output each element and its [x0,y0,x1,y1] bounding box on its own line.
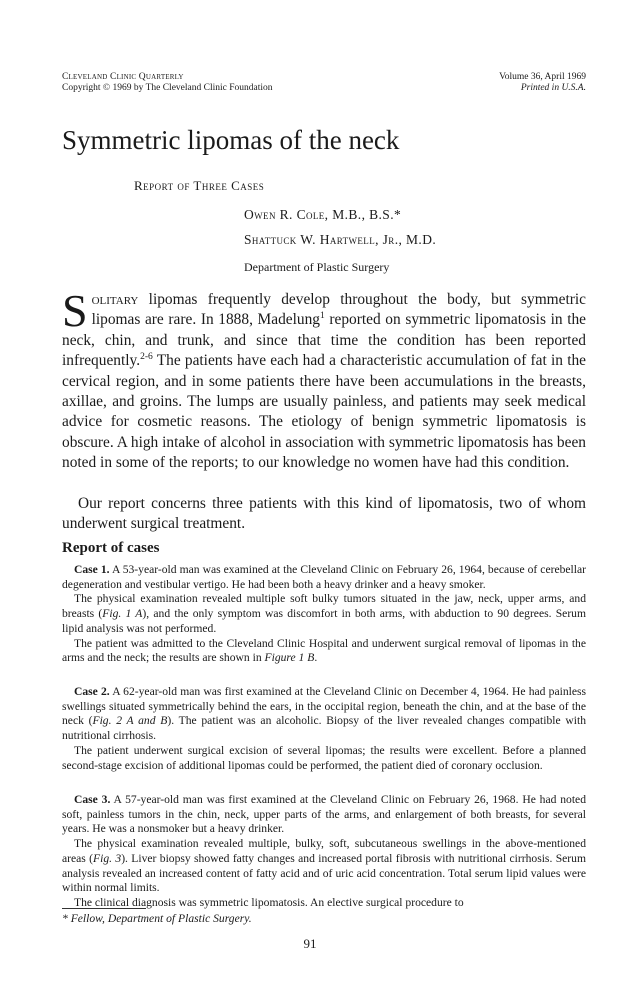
case-3-paragraph-2 [62,837,586,896]
intro-paragraph-1 [62,285,586,474]
opening-word: olitary [91,291,139,308]
case-1-exam-text-a: The physical examination revealed multiple soft bulky tumors situated in the jaw, neck, upper arms, and breasts ( [62,592,586,621]
case-3-exam-text-b: ). Liver biopsy showed fatty changes and increased portal fibrosis with nutritional cirrhosis. Serum analysis revealed an increased content of fatty acid and of uric acid concentration. Total serum lipid values were within normal limits. [62,851,586,895]
section-heading: Report of cases [62,540,160,556]
article-subtitle: Report of Three Cases [134,178,265,193]
case-2-text-a: A 62-year-old man was first examined at the Cleveland Clinic on December 4, 1964. He had painless swellings situated symmetrically behind the ears, in the occipital region, beneath the chin, and at the base of the neck ( [62,685,587,728]
page-number: 91 [303,936,317,951]
intro-text-b: reported on symmetric lipomatosis in the neck, chin, and trunk, and since that time the condition has been reported infrequently. [62,311,586,370]
figure-ref-1a: Fig. 1 A [102,607,143,621]
case-3-paragraph-1 [62,793,586,837]
case-1-paragraph-1 [62,563,586,592]
footnote: * Fellow, Department of Plastic Surgery. [62,912,252,925]
figure-ref-1b: Figure 1 B [264,651,315,665]
case-3-paragraph-3: The clinical diagnosis was symmetric lipomatosis. An elective surgical procedure to [74,895,464,909]
running-header-right [499,72,586,94]
case-2-label: Case 2. [74,685,110,698]
footnote-rule [62,908,146,909]
case-1-surgery-text: The patient was admitted to the Cleveland Clinic Hospital and underwent surgical removal of lipomas in the arms and the neck; the results are shown in [62,636,586,665]
case-1-text: A 53-year-old man was examined at the Cleveland Clinic on February 26, 1964, because of cerebellar degeneration and vestibular vertigo. He had been both a heavy drinker and a heavy smoker. [62,563,587,591]
case-1-label: Case 1. [74,563,110,576]
case-3-label: Case 3. [74,793,111,806]
article-title: Symmetric lipomas of the neck [62,125,400,155]
case-2-paragraph-1 [62,685,586,744]
case-2-text-b: ). The patient was an alcoholic. Biopsy of the liver revealed changes compatible with nutritional cirrhosis. [62,714,586,743]
printed-line: Printed in U.S.A. [520,83,586,93]
reference-2-6: 2-6 [140,351,153,363]
copyright-line: Copyright © 1969 by The Cleveland Clinic Foundation [62,83,273,93]
case-3-exam-text-a: The physical examination revealed multiple, bulky, soft, subcutaneous swellings in the above-mentioned areas ( [62,837,586,865]
running-header-left [62,72,272,94]
intro-paragraph-2: Our report concerns three patients with this kind of lipomatosis, two of whom underwent surgical treatment. [62,495,586,533]
intro-text-a: lipomas frequently develop throughout the body, but symmetric lipomas are rare. In 1888, Madelung [91,291,586,329]
case-3 [62,793,586,911]
reference-1: 1 [319,310,325,322]
journal-name: Cleveland Clinic Quarterly [62,72,184,82]
figure-ref-2: Fig. 2 A and B [92,714,168,728]
case-1-paragraph-3 [62,637,586,666]
intro-text-c: The patients have each had a characteristic accumulation of fat in the cervical region, and in some patients there have been accumulations in the breasts, axillae, and groins. The lumps are usually painless, and patients may seek medical advice for cosmetic reasons. The etiology of benign symmetric lipomatosis is obscure. A high intake of alcohol in association with symmetric lipomatosis has been noted in some of the reports; to our knowledge no women have had this condition. [62,352,586,472]
drop-cap: S [62,285,88,336]
author-2: Shattuck W. Hartwell, Jr., M.D. [244,232,437,247]
case-1-paragraph-2 [62,592,586,636]
case-3-text: A 57-year-old man was first examined at the Cleveland Clinic on February 26, 1968. He had noted soft, painless tumors in the chin, neck, upper parts of the arms, and enlargement of both breasts, for several years. He was a nonsmoker but a heavy drinker. [62,793,586,836]
volume-line: Volume 36, April 1969 [499,72,586,82]
figure-ref-3: Fig. 3 [93,851,122,865]
department: Department of Plastic Surgery [244,260,390,274]
case-1-exam-text-b: ), and the only symptom was discomfort in both arms, with abduction to 90 degrees. Serum lipid analysis was not performed. [62,607,586,635]
case-1 [62,563,586,666]
case-2-paragraph-2: The patient underwent surgical excision of several lipomas; the results were excellent. Before a planned second-stage excision of additional lipomas could be performed, the patient died of coronary occlusion. [62,743,586,772]
case-2 [62,685,586,773]
author-1: Owen R. Cole, M.B., B.S.* [244,207,402,222]
case-1-surgery-end: . [314,651,318,665]
